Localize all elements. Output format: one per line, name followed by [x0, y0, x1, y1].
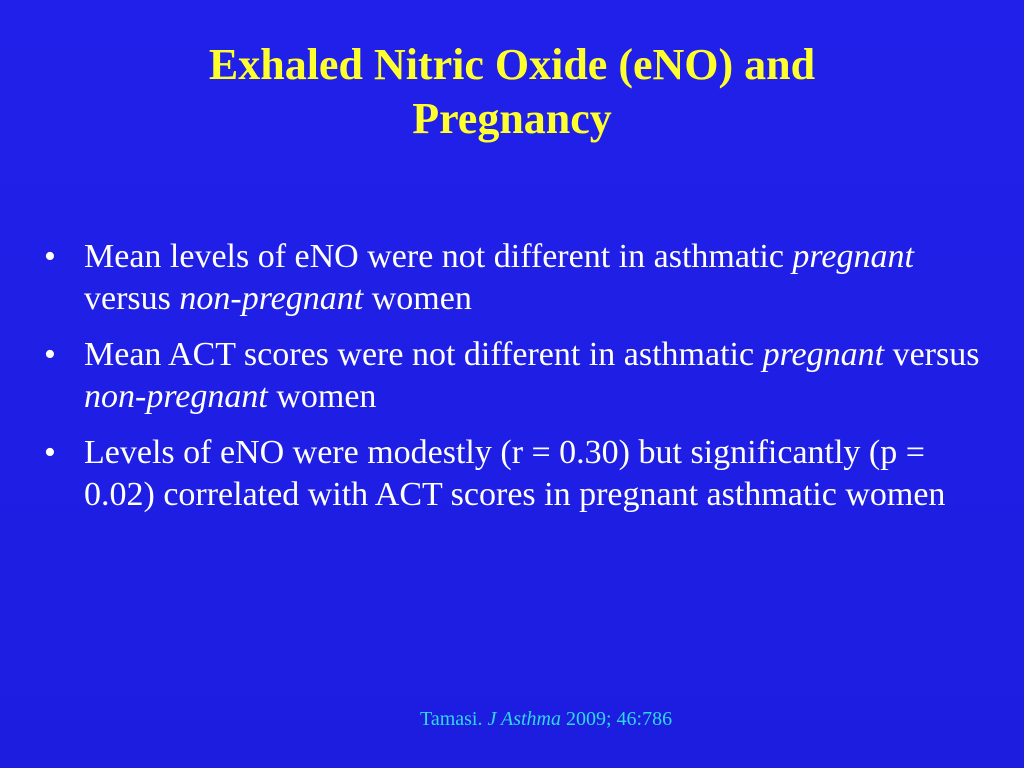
- citation-details: 2009; 46:786: [561, 708, 673, 730]
- slide-title-line-1: Exhaled Nitric Oxide (eNO) and: [208, 40, 816, 89]
- bullet-point-icon: •: [44, 238, 56, 275]
- slide-title: [60, 38, 964, 146]
- bullet-point-icon: •: [44, 336, 56, 373]
- bullet-text: versus: [884, 336, 988, 373]
- bullet-text-italic: pregnant: [762, 336, 885, 373]
- bullet-text: Mean levels of eNO were not different in asthmatic: [84, 238, 793, 275]
- bullet-text: women: [363, 280, 472, 317]
- bullet-text: versus: [84, 238, 923, 317]
- citation-author: Tamasi.: [420, 708, 488, 730]
- bullet-text: Levels of eNO were modestly (r = 0.30) but significantly (p = 0.02) correlated with ACT scores in pregnant asthmatic women: [84, 434, 946, 513]
- bullet-text-italic: non-pregnant: [84, 378, 268, 415]
- slide-title-line-2: Pregnancy: [412, 94, 612, 143]
- bullet-point-icon: •: [44, 434, 56, 471]
- bullet-item: [44, 236, 994, 320]
- citation-journal: J Asthma: [487, 708, 561, 730]
- bullet-list: [44, 236, 994, 530]
- bullet-text: women: [267, 378, 377, 415]
- bullet-item: [44, 334, 994, 418]
- bullet-text-italic: pregnant: [792, 238, 914, 275]
- citation: [420, 706, 672, 732]
- bullet-text-italic: non-pregnant: [179, 280, 364, 317]
- bullet-item: [44, 432, 994, 516]
- bullet-text: Mean ACT scores were not different in asthmatic: [84, 336, 763, 373]
